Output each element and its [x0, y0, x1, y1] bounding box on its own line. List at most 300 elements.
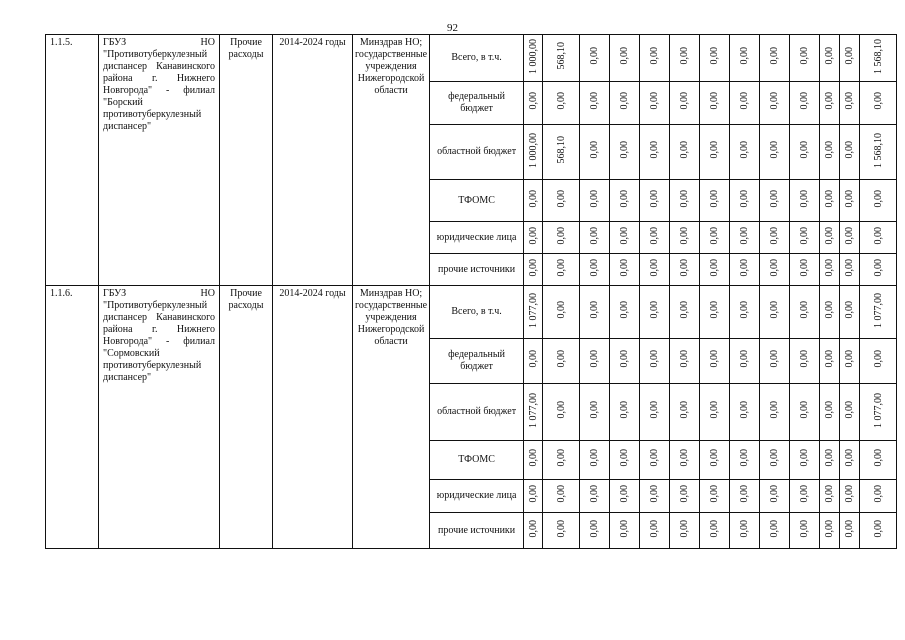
value-cell: [840, 441, 860, 480]
value-cell: [610, 125, 640, 180]
value-text: 0,00: [589, 449, 601, 467]
value-cell: [610, 480, 640, 513]
value-text: 0,00: [589, 401, 601, 419]
value-cell: [820, 35, 840, 82]
value-cell: [820, 384, 840, 441]
value-text: 0,00: [619, 226, 631, 245]
value-text: 0,00: [679, 301, 691, 319]
value-text: 0,00: [799, 189, 811, 208]
value-cell: [860, 286, 897, 339]
value-text: 0,00: [799, 449, 811, 467]
value-cell: [730, 339, 760, 384]
value-text: 0,00: [555, 258, 567, 277]
value-cell: [840, 513, 860, 549]
value-cell: [840, 480, 860, 513]
value-cell: [820, 441, 840, 480]
value-text: 0,00: [649, 258, 661, 277]
value-text: 0,00: [527, 350, 539, 368]
value-cell: [610, 35, 640, 82]
value-cell: [790, 441, 820, 480]
value-text: 0,00: [555, 226, 567, 245]
funding-source: областной бюджет: [430, 125, 524, 180]
value-text: 0,00: [679, 47, 691, 65]
value-cell: [790, 254, 820, 286]
value-text: 0,00: [527, 258, 539, 277]
value-text: 0,00: [769, 301, 781, 319]
value-text: 0,00: [555, 350, 567, 368]
value-cell: [760, 125, 790, 180]
value-text: 0,00: [739, 141, 751, 159]
value-text: 0,00: [555, 519, 567, 538]
value-cell: [543, 82, 580, 125]
value-cell: [524, 180, 543, 222]
funding-source: федеральный бюджет: [430, 339, 524, 384]
table-row: [46, 35, 897, 82]
value-text: 0,00: [589, 189, 601, 208]
value-cell: [820, 513, 840, 549]
value-cell: [790, 35, 820, 82]
value-cell: [860, 125, 897, 180]
value-text: 0,00: [872, 258, 884, 277]
value-text: 0,00: [799, 301, 811, 319]
value-cell: [760, 222, 790, 254]
value-text: 0,00: [527, 449, 539, 467]
value-cell: [580, 480, 610, 513]
value-cell: [760, 82, 790, 125]
value-cell: [790, 222, 820, 254]
value-cell: [543, 125, 580, 180]
value-text: 0,00: [799, 519, 811, 538]
value-cell: [700, 480, 730, 513]
value-text: 0,00: [872, 485, 884, 503]
value-text: 0,00: [679, 449, 691, 467]
value-cell: [860, 222, 897, 254]
value-cell: [730, 180, 760, 222]
value-cell: [840, 180, 860, 222]
funding-source: юридические лица: [430, 480, 524, 513]
value-cell: [524, 339, 543, 384]
value-cell: [820, 180, 840, 222]
value-text: 0,00: [844, 519, 856, 538]
value-cell: [760, 35, 790, 82]
value-cell: [640, 286, 670, 339]
value-cell: [580, 35, 610, 82]
value-cell: [580, 384, 610, 441]
value-cell: [610, 254, 640, 286]
value-text: 0,00: [709, 189, 721, 208]
value-cell: [700, 125, 730, 180]
value-cell: [580, 125, 610, 180]
value-cell: [790, 480, 820, 513]
value-text: 0,00: [619, 350, 631, 368]
value-cell: [790, 339, 820, 384]
value-cell: [700, 286, 730, 339]
value-cell: [700, 384, 730, 441]
value-text: 0,00: [799, 401, 811, 419]
value-cell: [610, 513, 640, 549]
value-cell: [524, 254, 543, 286]
value-text: 0,00: [769, 449, 781, 467]
value-cell: [543, 513, 580, 549]
executor: Минздрав НО; государственные учреждения Нижегородской области: [353, 35, 430, 286]
value-cell: [760, 339, 790, 384]
value-cell: [543, 286, 580, 339]
value-text: 0,00: [769, 92, 781, 110]
value-cell: [760, 513, 790, 549]
value-text: 0,00: [824, 485, 836, 503]
value-cell: [670, 125, 700, 180]
value-text: 0,00: [649, 189, 661, 208]
value-cell: [730, 441, 760, 480]
value-text: 0,00: [824, 258, 836, 277]
value-text: 0,00: [769, 519, 781, 538]
value-cell: [840, 222, 860, 254]
value-text: 0,00: [709, 301, 721, 319]
value-text: 0,00: [799, 485, 811, 503]
value-text: 0,00: [769, 485, 781, 503]
value-text: 0,00: [555, 301, 567, 319]
value-text: 0,00: [872, 350, 884, 368]
value-cell: [524, 513, 543, 549]
value-text: 0,00: [619, 301, 631, 319]
value-cell: [524, 125, 543, 180]
value-cell: [524, 441, 543, 480]
value-text: 0,00: [679, 189, 691, 208]
value-cell: [640, 254, 670, 286]
value-cell: [790, 82, 820, 125]
value-text: 0,00: [824, 141, 836, 159]
value-cell: [610, 286, 640, 339]
value-cell: [524, 480, 543, 513]
value-cell: [820, 286, 840, 339]
value-text: 0,00: [679, 226, 691, 245]
value-text: 0,00: [872, 519, 884, 538]
value-text: 0,00: [872, 92, 884, 110]
value-text: 0,00: [619, 189, 631, 208]
value-cell: [670, 384, 700, 441]
value-text: 0,00: [589, 350, 601, 368]
value-cell: [640, 82, 670, 125]
value-cell: [860, 254, 897, 286]
row-number: 1.1.5.: [46, 35, 99, 286]
value-cell: [580, 286, 610, 339]
value-text: 0,00: [589, 47, 601, 65]
value-cell: [640, 339, 670, 384]
value-cell: [543, 254, 580, 286]
value-text: 0,00: [619, 485, 631, 503]
value-text: 1 077,00: [872, 392, 884, 428]
value-cell: [860, 82, 897, 125]
value-cell: [543, 480, 580, 513]
value-cell: [670, 35, 700, 82]
value-text: 0,00: [619, 519, 631, 538]
value-text: 0,00: [799, 226, 811, 245]
funding-source: ТФОМС: [430, 180, 524, 222]
value-cell: [610, 180, 640, 222]
value-cell: [524, 286, 543, 339]
value-cell: [670, 180, 700, 222]
funding-source: прочие источники: [430, 513, 524, 549]
value-text: 0,00: [844, 141, 856, 159]
value-text: 0,00: [527, 226, 539, 245]
value-text: 0,00: [844, 449, 856, 467]
value-text: 0,00: [824, 189, 836, 208]
value-cell: [640, 180, 670, 222]
value-cell: [760, 384, 790, 441]
value-text: 0,00: [527, 485, 539, 503]
value-cell: [820, 222, 840, 254]
value-cell: [730, 384, 760, 441]
value-cell: [730, 254, 760, 286]
value-text: 0,00: [824, 401, 836, 419]
value-cell: [840, 339, 860, 384]
value-text: 0,00: [649, 485, 661, 503]
value-cell: [700, 513, 730, 549]
value-cell: [524, 384, 543, 441]
value-cell: [610, 222, 640, 254]
value-text: 0,00: [739, 350, 751, 368]
value-text: 0,00: [589, 226, 601, 245]
funding-source: Всего, в т.ч.: [430, 286, 524, 339]
value-cell: [730, 286, 760, 339]
value-text: 0,00: [527, 92, 539, 110]
value-text: 0,00: [619, 47, 631, 65]
period: 2014-2024 годы: [273, 286, 353, 549]
value-cell: [760, 180, 790, 222]
value-text: 0,00: [679, 401, 691, 419]
value-text: 0,00: [619, 92, 631, 110]
value-text: 0,00: [709, 226, 721, 245]
value-text: 0,00: [739, 485, 751, 503]
value-text: 0,00: [739, 401, 751, 419]
funding-source: областной бюджет: [430, 384, 524, 441]
value-text: 0,00: [739, 189, 751, 208]
value-cell: [670, 286, 700, 339]
value-cell: [820, 480, 840, 513]
value-text: 0,00: [844, 401, 856, 419]
value-cell: [860, 441, 897, 480]
value-text: 0,00: [769, 258, 781, 277]
value-text: 0,00: [739, 301, 751, 319]
value-text: 0,00: [844, 47, 856, 65]
value-cell: [524, 35, 543, 82]
value-cell: [610, 82, 640, 125]
value-cell: [700, 254, 730, 286]
value-text: 0,00: [824, 350, 836, 368]
value-cell: [730, 35, 760, 82]
value-text: 0,00: [769, 47, 781, 65]
value-text: 0,00: [709, 258, 721, 277]
value-text: 0,00: [649, 449, 661, 467]
value-text: 0,00: [739, 449, 751, 467]
value-text: 0,00: [709, 449, 721, 467]
value-cell: [543, 441, 580, 480]
value-cell: [580, 339, 610, 384]
value-text: 0,00: [527, 189, 539, 208]
value-cell: [820, 339, 840, 384]
value-cell: [543, 384, 580, 441]
value-text: 0,00: [679, 258, 691, 277]
period: 2014-2024 годы: [273, 35, 353, 286]
value-text: 0,00: [555, 401, 567, 419]
value-cell: [670, 513, 700, 549]
value-text: 0,00: [555, 189, 567, 208]
value-cell: [860, 480, 897, 513]
value-cell: [700, 339, 730, 384]
value-text: 1 077,00: [527, 292, 539, 328]
value-cell: [670, 222, 700, 254]
value-cell: [760, 254, 790, 286]
value-cell: [543, 222, 580, 254]
value-text: 0,00: [649, 47, 661, 65]
value-cell: [840, 82, 860, 125]
funding-source: юридические лица: [430, 222, 524, 254]
value-cell: [820, 82, 840, 125]
value-cell: [670, 480, 700, 513]
funding-source: федеральный бюджет: [430, 82, 524, 125]
value-text: 0,00: [769, 226, 781, 245]
value-cell: [580, 222, 610, 254]
value-cell: [840, 254, 860, 286]
value-cell: [670, 82, 700, 125]
value-cell: [760, 286, 790, 339]
value-text: 0,00: [799, 350, 811, 368]
value-cell: [580, 441, 610, 480]
value-cell: [640, 513, 670, 549]
value-cell: [790, 125, 820, 180]
value-cell: [700, 180, 730, 222]
value-cell: [640, 480, 670, 513]
value-text: 0,00: [619, 449, 631, 467]
value-cell: [700, 441, 730, 480]
value-cell: [860, 35, 897, 82]
value-cell: [543, 339, 580, 384]
value-text: 0,00: [619, 401, 631, 419]
value-cell: [543, 180, 580, 222]
value-cell: [580, 180, 610, 222]
executor: Минздрав НО; государственные учреждения Нижегородской области: [353, 286, 430, 549]
value-text: 0,00: [589, 485, 601, 503]
value-text: 0,00: [824, 226, 836, 245]
value-text: 0,00: [709, 141, 721, 159]
value-text: 0,00: [844, 189, 856, 208]
value-cell: [730, 125, 760, 180]
value-text: 0,00: [824, 92, 836, 110]
value-text: 0,00: [844, 301, 856, 319]
value-cell: [524, 222, 543, 254]
value-cell: [610, 339, 640, 384]
expense-type: Прочие расходы: [220, 35, 273, 286]
value-text: 0,00: [844, 350, 856, 368]
value-text: 0,00: [739, 92, 751, 110]
value-text: 0,00: [619, 141, 631, 159]
value-cell: [730, 82, 760, 125]
value-text: 0,00: [824, 519, 836, 538]
value-text: 0,00: [527, 519, 539, 538]
value-cell: [860, 384, 897, 441]
value-text: 0,00: [872, 226, 884, 245]
value-text: 0,00: [589, 92, 601, 110]
value-text: 568,10: [555, 136, 567, 164]
value-cell: [580, 513, 610, 549]
value-cell: [670, 339, 700, 384]
value-text: 0,00: [619, 258, 631, 277]
value-text: 0,00: [769, 189, 781, 208]
value-text: 0,00: [649, 519, 661, 538]
value-text: 0,00: [799, 141, 811, 159]
budget-table: [45, 34, 897, 549]
value-text: 0,00: [844, 226, 856, 245]
funding-source: Всего, в т.ч.: [430, 35, 524, 82]
value-text: 0,00: [739, 47, 751, 65]
value-text: 0,00: [679, 141, 691, 159]
value-cell: [860, 339, 897, 384]
value-cell: [640, 384, 670, 441]
value-text: 0,00: [769, 350, 781, 368]
value-text: 0,00: [679, 350, 691, 368]
value-text: 0,00: [844, 92, 856, 110]
value-cell: [730, 222, 760, 254]
value-cell: [700, 222, 730, 254]
value-cell: [860, 180, 897, 222]
value-cell: [700, 82, 730, 125]
value-text: 0,00: [769, 401, 781, 419]
value-text: 0,00: [589, 258, 601, 277]
value-text: 0,00: [844, 258, 856, 277]
value-cell: [543, 35, 580, 82]
institution-name: ГБУЗ НО "Противотуберкулезный диспансер Канавинского района г. Нижнего Новгорода" - филиал "Сормовский противотуберкулезный диспансер": [99, 286, 220, 549]
table-row: [46, 286, 897, 339]
value-cell: [610, 384, 640, 441]
value-text: 0,00: [799, 47, 811, 65]
value-cell: [760, 480, 790, 513]
value-text: 0,00: [679, 92, 691, 110]
value-cell: [820, 254, 840, 286]
value-text: 0,00: [649, 226, 661, 245]
expense-type: Прочие расходы: [220, 286, 273, 549]
value-cell: [790, 384, 820, 441]
value-text: 0,00: [589, 519, 601, 538]
value-cell: [760, 441, 790, 480]
value-text: 0,00: [679, 519, 691, 538]
value-text: 0,00: [679, 485, 691, 503]
value-text: 0,00: [872, 449, 884, 467]
value-cell: [580, 254, 610, 286]
value-cell: [640, 125, 670, 180]
value-text: 0,00: [799, 92, 811, 110]
value-text: 0,00: [872, 189, 884, 208]
value-text: 1 000,00: [527, 38, 539, 74]
value-text: 0,00: [739, 226, 751, 245]
value-text: 1 000,00: [527, 132, 539, 168]
value-text: 0,00: [739, 258, 751, 277]
value-cell: [820, 125, 840, 180]
value-text: 1 568,10: [872, 38, 884, 74]
value-text: 0,00: [589, 301, 601, 319]
value-cell: [840, 286, 860, 339]
value-cell: [610, 441, 640, 480]
value-cell: [700, 35, 730, 82]
value-text: 0,00: [709, 401, 721, 419]
value-text: 0,00: [589, 141, 601, 159]
value-text: 0,00: [709, 92, 721, 110]
funding-source: прочие источники: [430, 254, 524, 286]
value-cell: [790, 180, 820, 222]
value-text: 0,00: [824, 301, 836, 319]
value-text: 0,00: [799, 258, 811, 277]
value-text: 0,00: [555, 92, 567, 110]
value-text: 568,10: [555, 42, 567, 70]
